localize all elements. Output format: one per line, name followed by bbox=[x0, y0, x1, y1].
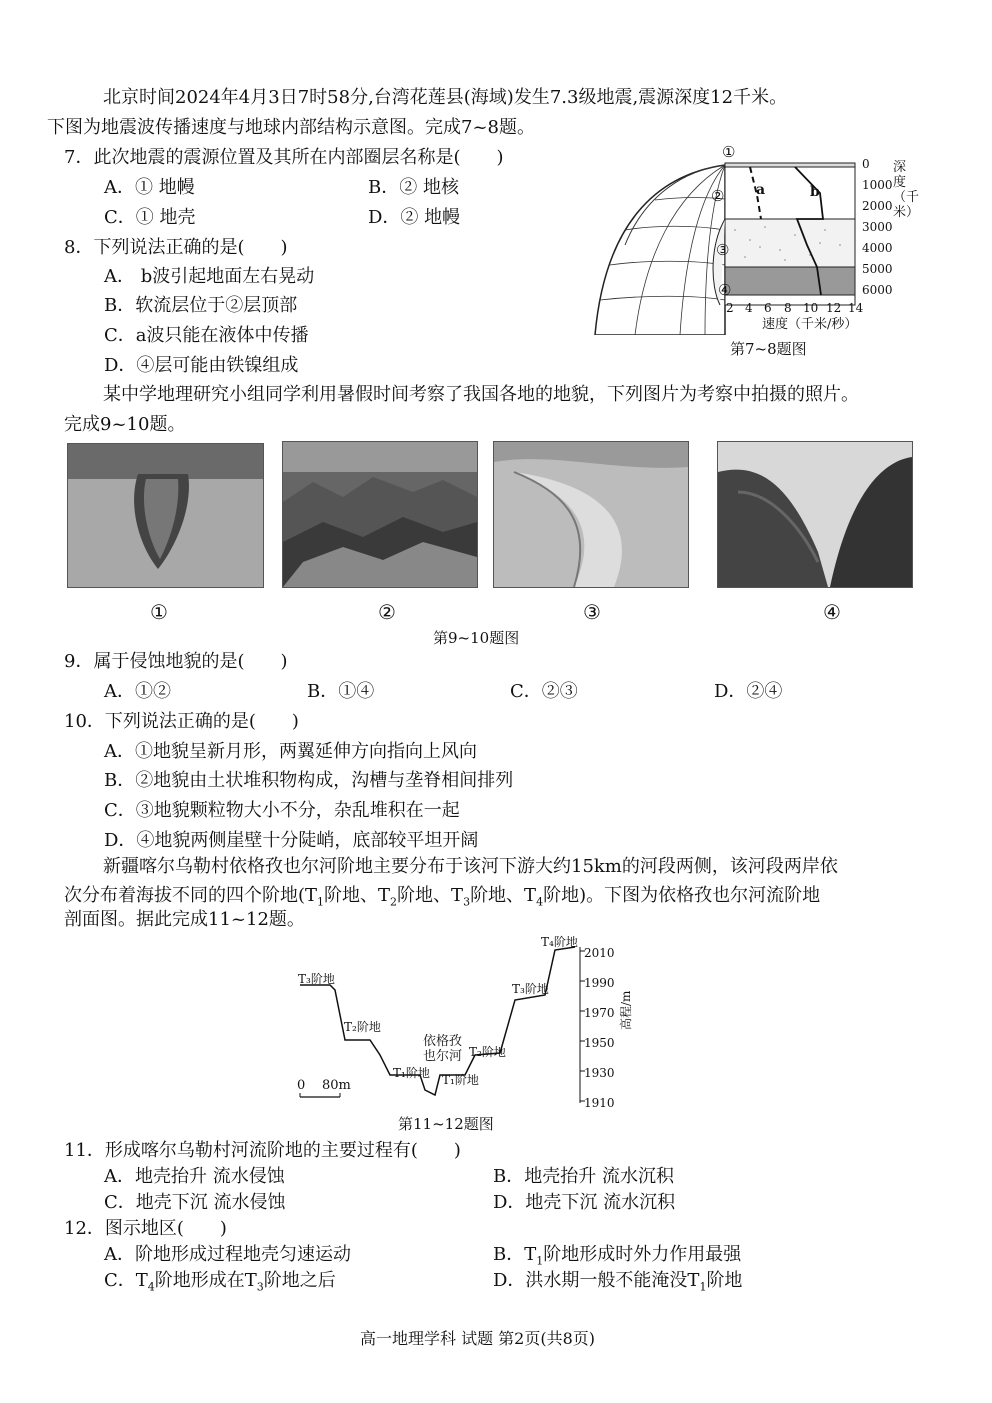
elev-tick-1970: 1970 bbox=[584, 1006, 615, 1020]
intro-paragraph-1-line-2: 下图为地震波传播速度与地球内部结构示意图。完成7~8题。 bbox=[47, 117, 535, 138]
depth-tick-0: 0 bbox=[862, 157, 870, 171]
speed-axis-label: 速度（千米/秒） bbox=[762, 317, 858, 332]
question-7-option-c: C．① 地壳 bbox=[104, 207, 196, 228]
question-8-option-d: D．④层可能由铁镍组成 bbox=[104, 355, 299, 376]
depth-tick-1000: 1000 bbox=[862, 178, 893, 192]
intro-paragraph-1-line-1: 北京时间2024年4月3日7时58分,台湾花莲县(海域)发生7.3级地震,震源深度12千米。 bbox=[103, 87, 788, 108]
question-9-option-a: A．①② bbox=[104, 681, 171, 702]
intro-paragraph-3-line-2: 次分布着海拔不同的四个阶地($T_1$阶地、$T_2$阶地、$T_3$阶地、$T_4$阶地)。下图为依格孜也尔河流阶地 bbox=[64, 885, 821, 909]
river-name-line-2: 也尔河 bbox=[423, 1049, 463, 1064]
t1-left-label: T₁阶地 bbox=[393, 1066, 430, 1080]
depth-tick-5000: 5000 bbox=[862, 262, 893, 276]
question-12-option-d: D．洪水期一般不能淹没$T_1$阶地 bbox=[493, 1270, 743, 1294]
t3-right-label: T₃阶地 bbox=[512, 982, 549, 996]
question-12-option-b: B．$T_1$阶地形成时外力作用最强 bbox=[493, 1244, 742, 1268]
marker-4: ④ bbox=[718, 281, 732, 299]
depth-tick-6000: 6000 bbox=[862, 283, 893, 297]
elev-axis-label: 高程/m bbox=[619, 990, 633, 1030]
river-name-line-1: 依格孜 bbox=[423, 1034, 463, 1049]
question-10-stem: 10．下列说法正确的是( ) bbox=[64, 711, 299, 732]
figure-7-8-caption: 第7~8题图 bbox=[730, 340, 807, 358]
question-7-option-b: B．② 地核 bbox=[368, 177, 459, 198]
question-12-option-a: A．阶地形成过程地壳匀速运动 bbox=[104, 1244, 351, 1265]
photo-1-river-island bbox=[67, 443, 264, 588]
intro-paragraph-2-line-1: 某中学地理研究小组同学利用暑假时间考察了我国各地的地貌，下列图片为考察中拍摄的照片。 bbox=[103, 384, 859, 405]
elev-tick-2010: 2010 bbox=[584, 946, 615, 960]
speed-tick-8: 8 bbox=[784, 301, 792, 315]
question-7-option-a: A．① 地幔 bbox=[104, 177, 195, 198]
photo-3-label: ③ bbox=[583, 600, 601, 624]
page-footer: 高一地理学科 试题 第2页(共8页) bbox=[360, 1329, 596, 1348]
photo-2-yardang-landform bbox=[282, 441, 478, 588]
question-8-option-c: C．a波只能在液体中传播 bbox=[104, 325, 309, 346]
question-9-stem: 9．属于侵蚀地貌的是( ) bbox=[64, 651, 288, 672]
elev-tick-1910: 1910 bbox=[584, 1096, 615, 1110]
question-9-option-d: D．②④ bbox=[714, 681, 783, 702]
depth-axis-label: 深度（千米） bbox=[893, 160, 920, 220]
question-10-option-c: C．③地貌颗粒物大小不分，杂乱堆积在一起 bbox=[104, 800, 460, 821]
speed-tick-4: 4 bbox=[745, 301, 753, 315]
question-12-stem: 12．图示地区( ) bbox=[64, 1218, 227, 1239]
question-8-option-b: B．软流层位于②层顶部 bbox=[104, 295, 298, 316]
speed-tick-12: 12 bbox=[826, 301, 842, 315]
speed-tick-2: 2 bbox=[726, 301, 734, 315]
scale-zero: 0 bbox=[297, 1078, 306, 1093]
intro-paragraph-3-line-3: 剖面图。据此完成11~12题。 bbox=[64, 909, 305, 930]
t3-left-label: T₃阶地 bbox=[298, 972, 335, 986]
question-11-option-d: D．地壳下沉 流水沉积 bbox=[493, 1192, 676, 1213]
elev-tick-1950: 1950 bbox=[584, 1036, 615, 1050]
question-11-option-a: A．地壳抬升 流水侵蚀 bbox=[104, 1166, 285, 1187]
figure-9-10-caption: 第9~10题图 bbox=[433, 629, 520, 647]
photo-4-v-shaped-valley bbox=[717, 441, 913, 588]
question-11-option-c: C．地壳下沉 流水侵蚀 bbox=[104, 1192, 286, 1213]
t1-right-label: T₁阶地 bbox=[442, 1073, 479, 1087]
depth-tick-4000: 4000 bbox=[862, 241, 893, 255]
marker-2: ② bbox=[711, 187, 725, 205]
intro-paragraph-3-line-1: 新疆喀尔乌勒村依格孜也尔河阶地主要分布于该河下游大约15km的河段两侧，该河段两岸依 bbox=[103, 856, 838, 877]
marker-1: ① bbox=[722, 143, 736, 161]
elev-tick-1990: 1990 bbox=[584, 976, 615, 990]
question-9-option-c: C．②③ bbox=[510, 681, 578, 702]
question-10-option-a: A．①地貌呈新月形，两翼延伸方向指向上风向 bbox=[104, 741, 477, 762]
question-11-option-b: B．地壳抬升 流水沉积 bbox=[493, 1166, 674, 1187]
question-7-option-d: D．② 地幔 bbox=[368, 207, 461, 228]
question-8-stem: 8．下列说法正确的是( ) bbox=[64, 237, 288, 258]
wave-b-label: b bbox=[810, 184, 820, 200]
photo-3-sand-dune bbox=[493, 441, 689, 588]
speed-tick-10: 10 bbox=[803, 301, 819, 315]
question-10-option-d: D．④地貌两侧崖壁十分陡峭，底部较平坦开阔 bbox=[104, 830, 479, 851]
depth-tick-3000: 3000 bbox=[862, 220, 893, 234]
speed-tick-14: 14 bbox=[848, 301, 864, 315]
question-9-option-b: B．①④ bbox=[307, 681, 375, 702]
figure-11-12-caption: 第11~12题图 bbox=[398, 1115, 494, 1133]
intro-paragraph-2-line-2: 完成9~10题。 bbox=[64, 414, 186, 435]
photo-2-label: ② bbox=[378, 600, 396, 624]
t2-left-label: T₂阶地 bbox=[344, 1020, 381, 1034]
scale-80m: 80m bbox=[322, 1078, 351, 1093]
question-10-option-b: B．②地貌由土状堆积物构成，沟槽与垄脊相间排列 bbox=[104, 770, 514, 791]
speed-tick-6: 6 bbox=[764, 301, 772, 315]
depth-tick-2000: 2000 bbox=[862, 199, 893, 213]
question-11-stem: 11．形成喀尔乌勒村河流阶地的主要过程有( ) bbox=[64, 1140, 461, 1161]
wave-a-label: a bbox=[756, 182, 766, 198]
question-8-option-a: A． b波引起地面左右晃动 bbox=[104, 266, 315, 287]
elev-tick-1930: 1930 bbox=[584, 1066, 615, 1080]
t2-right-label: T₂阶地 bbox=[469, 1045, 506, 1059]
question-7-stem: 7．此次地震的震源位置及其所在内部圈层名称是( ) bbox=[64, 147, 504, 168]
question-12-option-c: C．$T_4$阶地形成在$T_3$阶地之后 bbox=[104, 1270, 336, 1294]
t4-label: T₄阶地 bbox=[541, 935, 578, 949]
photo-4-label: ④ bbox=[823, 600, 841, 624]
photo-1-label: ① bbox=[150, 600, 168, 624]
marker-3: ③ bbox=[716, 241, 730, 259]
